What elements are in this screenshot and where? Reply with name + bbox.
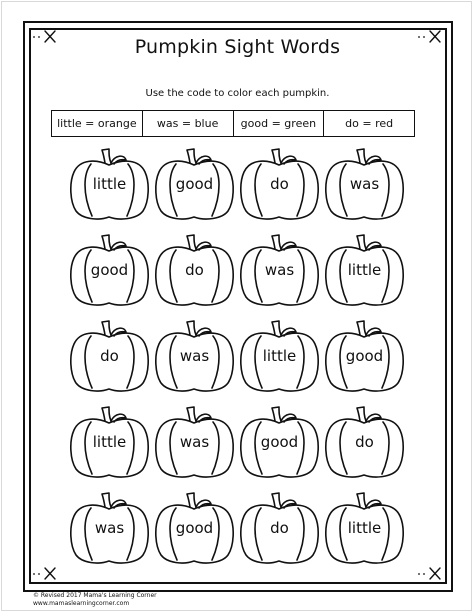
pumpkin[interactable] — [152, 233, 237, 311]
pumpkin-word: was — [349, 175, 380, 193]
color-code-was: was = blue — [143, 111, 234, 136]
footer-url[interactable]: www.mamaslearningcorner.com — [33, 600, 130, 607]
pumpkin[interactable] — [237, 491, 322, 569]
pumpkin-word: do — [270, 175, 289, 193]
pumpkin-word: do — [270, 519, 289, 537]
pumpkin-word: little — [92, 175, 127, 193]
pumpkin[interactable] — [322, 147, 407, 225]
pumpkin-word: do — [185, 261, 204, 279]
pumpkin-word: good — [345, 347, 384, 365]
pumpkin-word: do — [355, 433, 374, 451]
pumpkin[interactable] — [152, 491, 237, 569]
pumpkin[interactable] — [152, 147, 237, 225]
color-code-do: do = red — [345, 117, 394, 130]
color-code-table — [51, 110, 415, 137]
pumpkin[interactable] — [322, 405, 407, 483]
pumpkin-grid — [67, 147, 407, 562]
worksheet-title: Pumpkin Sight Words — [134, 36, 341, 58]
pumpkin[interactable] — [67, 233, 152, 311]
pumpkin-word: little — [92, 433, 127, 451]
pumpkin[interactable] — [67, 319, 152, 397]
pumpkin[interactable] — [322, 233, 407, 311]
pumpkin-word: was — [179, 433, 210, 451]
footer-copyright: © Revised 2017 Mama's Learning Corner — [33, 592, 157, 599]
color-code-good: good = green — [234, 111, 325, 136]
pumpkin-word: good — [90, 261, 129, 279]
dotted-x-corner-icon — [416, 566, 444, 582]
pumpkin[interactable] — [237, 405, 322, 483]
pumpkin-word: was — [179, 347, 210, 365]
dotted-x-corner-icon — [31, 566, 59, 582]
pumpkin[interactable] — [322, 319, 407, 397]
color-code-little: little = orange — [52, 111, 143, 136]
pumpkin[interactable] — [152, 405, 237, 483]
pumpkin-word: was — [264, 261, 295, 279]
pumpkin-word: little — [262, 347, 297, 365]
worksheet-instructions: Use the code to color each pumpkin. — [145, 88, 330, 99]
pumpkin[interactable] — [237, 319, 322, 397]
pumpkin[interactable] — [152, 319, 237, 397]
pumpkin[interactable] — [67, 491, 152, 569]
pumpkin[interactable] — [67, 147, 152, 225]
pumpkin[interactable] — [237, 233, 322, 311]
pumpkin-word: good — [260, 433, 299, 451]
pumpkin-word: little — [347, 519, 382, 537]
pumpkin-word: good — [175, 175, 214, 193]
pumpkin[interactable] — [322, 491, 407, 569]
pumpkin-word: good — [175, 519, 214, 537]
pumpkin[interactable] — [67, 405, 152, 483]
pumpkin-word: was — [94, 519, 125, 537]
pumpkin[interactable] — [237, 147, 322, 225]
pumpkin-word: little — [347, 261, 382, 279]
pumpkin-word: do — [100, 347, 119, 365]
